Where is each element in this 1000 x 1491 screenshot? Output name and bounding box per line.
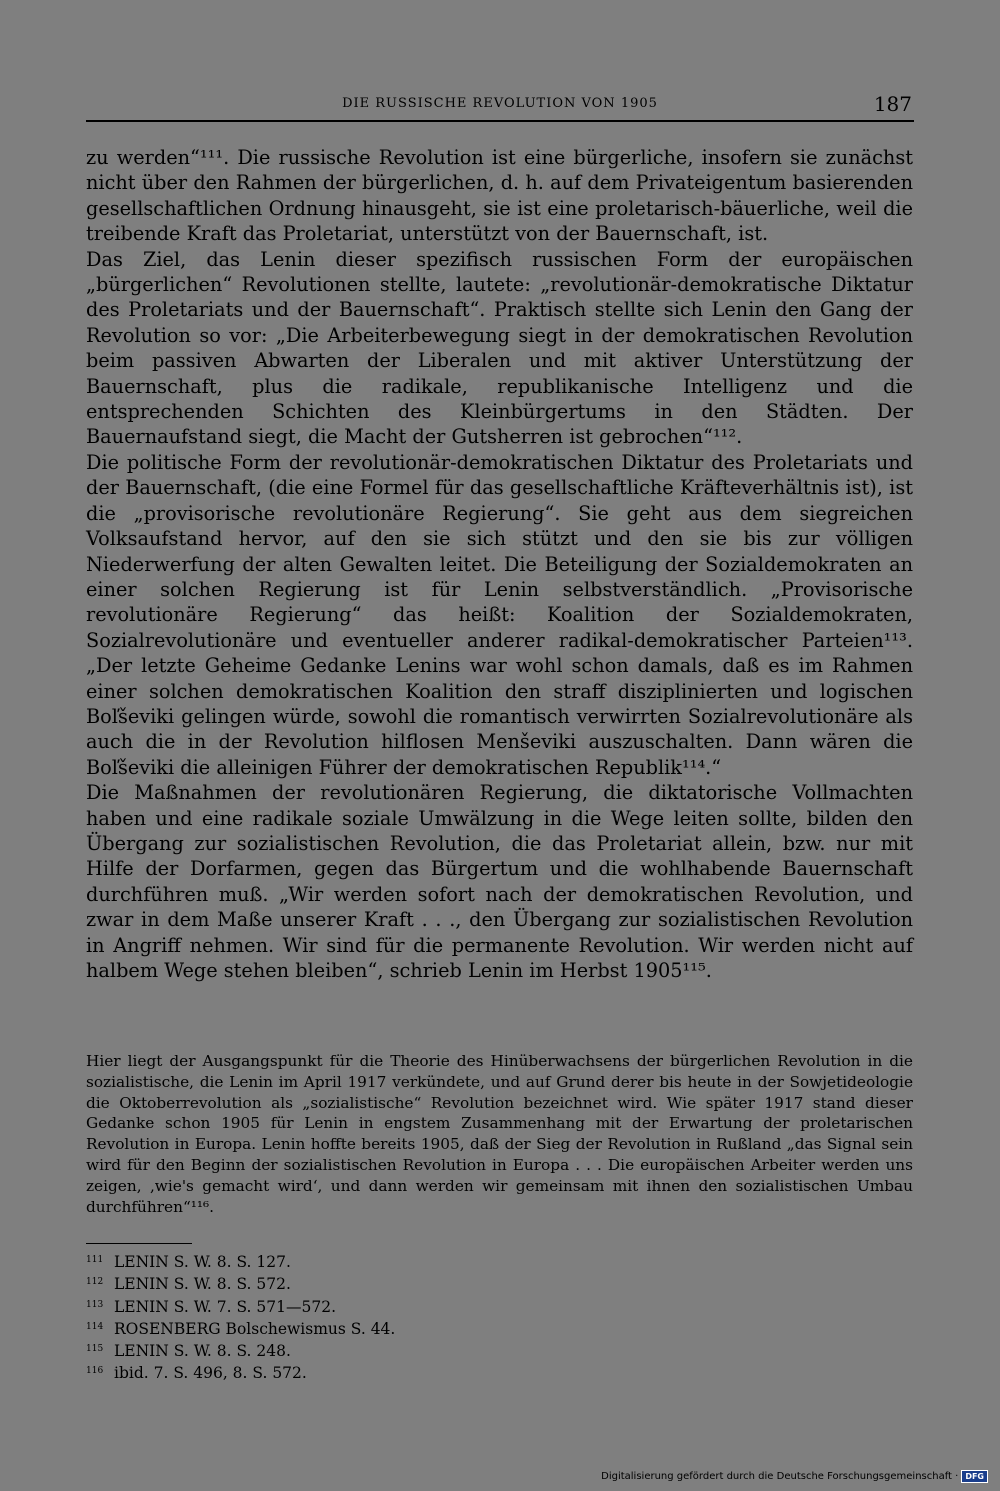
summary-block [86,1051,913,1217]
footnotes [86,1250,586,1384]
footnote [86,1339,586,1361]
footnote-number: 111 [86,1255,104,1265]
footnote-text: LENIN S. W. 8. S. 572. [114,1275,291,1294]
footnote [86,1317,586,1339]
body-paragraph: Das Ziel, das Lenin dieser spezifisch russischen Form der europäischen „bürgerlichen“ Revolutionen stellte, lautete: „revolutionär-demokratische Diktatur des Proletariats und der Bauernschaft“. Praktisch stellte sich Lenin den Gang der Revolution so vor: „Die Arbeiterbewegung siegt in der demokratischen Revolution beim passiven Abwarten der Liberalen und mit aktiver Unterstützung der Bauernschaft, plus die radikale, republikanische Intelligenz und die entsprechenden Schichten des Kleinbürgertums in den Städten. Der Bauernaufstand siegt, die Macht der Gutsherren ist gebrochen“¹¹². [86,247,913,449]
page-header [86,92,914,122]
footnote-text: LENIN S. W. 8. S. 248. [114,1342,291,1361]
footnote [86,1272,586,1294]
body-paragraph: Die Maßnahmen der revolutionären Regierung, die diktatorische Vollmachten haben und eine radikale soziale Umwälzung in die Wege leiten sollte, bilden den Übergang zur sozialistischen Revolution, die das Proletariat allein, bzw. nur mit Hilfe der Dorfarmen, gegen das Bürgertum und die wohlhabende Bauernschaft durchführen muß. „Wir werden sofort nach der demokratischen Revolution, und zwar in dem Maße unserer Kraft . . ., den Übergang zur sozialistischen Revolution in Angriff nehmen. Wir sind für die permanente Revolution. Wir werden nicht auf halbem Wege stehen bleiben“, schrieb Lenin im Herbst 1905¹¹⁵. [86,781,913,982]
footnote-number: 114 [86,1321,104,1332]
footnote-text: LENIN S. W. 8. S. 127. [114,1253,291,1271]
footnote-number: 113 [86,1299,104,1310]
body-paragraph: Die politische Form der revolutionär-demokratischen Diktatur des Proletariats und der Bauernschaft, (die eine Formel für das gesellschaftliche Kräfteverhältnis ist), ist die „provisorische revolutionäre Regierung“. Sie geht aus dem siegreichen Volksaufstand hervor, auf den sie sich stützt und den sie bis zur völligen Niederwerfung der alten Gewalten leitet. Die Beteiligung der Sozialdemokraten an einer solchen Regierung ist für Lenin selbstverständlich. „Provisorische revolutionäre Regierung“ das heißt: Koalition der Sozialdemokraten, Sozialrevolutionäre und eventueller anderer radikal-demokratischer Parteien¹¹³. „Der letzte Geheime Gedanke Lenins war wohl schon damals, daß es im Rahmen einer solchen demokratischen Koalition den straff disziplinierten und logischen Boľševiki gelingen würde, sowohl die romantisch verwirrten Sozialrevolutionäre als auch die in der Revolution hilflosen Menševiki auszuschalten. Dann wären die Boľševiki die alleinigen Führer der demokratischen Republik¹¹⁴.“ [86,450,913,779]
page-number: 187 [873,92,912,116]
footnote [86,1361,586,1383]
credit-text: Digitalisierung gefördert durch die Deutsche Forschungsgemeinschaft · [601,1471,959,1482]
footnote [86,1250,586,1272]
running-title: DIE RUSSISCHE REVOLUTION VON 1905 [342,96,658,111]
footnote-number: 112 [86,1277,104,1288]
footnote-number: 115 [86,1344,104,1355]
footnote-text: ibid. 7. S. 496, 8. S. 572. [114,1364,307,1383]
footnote [86,1295,586,1317]
digitization-credit [601,1470,988,1483]
dfg-logo-icon: DFG [961,1470,988,1483]
body-paragraph: zu werden“¹¹¹. Die russische Revolution ist eine bürgerliche, insofern sie zunächst nicht über den Rahmen der bürgerlichen, d. h. auf dem Privateigentum basierenden gesellschaftlichen Ordnung hinausgeht, sie ist eine proletarisch-bäuerliche, weil die treibende Kraft das Proletariat, unterstützt von der Bauernschaft, ist. [86,146,913,246]
body-text [86,145,913,983]
footnote-text: LENIN S. W. 7. S. 571—572. [114,1297,337,1316]
footnote-number: 116 [86,1366,104,1377]
footnote-text: ROSENBERG Bolschewismus S. 44. [114,1319,396,1338]
footnote-divider [86,1243,192,1244]
summary-paragraph: Hier liegt der Ausgangspunkt für die Theorie des Hinüberwachsens der bürgerlichen Revolution in die sozialistische, die Lenin im April 1917 verkündete, und auf Grund derer bis heute in der Sowjetideologie die Oktoberrevolution als „sozialistische“ Revolution bezeichnet wird. Wie später 1917 stand dieser Gedanke schon 1905 für Lenin in engstem Zusammenhang mit der Erwartung der proletarischen Revolution in Europa. Lenin hoffte bereits 1905, daß der Sieg der Revolution in Rußland „das Signal sein wird für den Beginn der sozialistischen Revolution in Europa . . . Die europäischen Arbeiter werden uns zeigen, ‚wie's gemacht wird‘, und dann werden wir gemeinsam mit ihnen den sozialistischen Umbau durchführen“¹¹⁶. [86,1052,913,1216]
